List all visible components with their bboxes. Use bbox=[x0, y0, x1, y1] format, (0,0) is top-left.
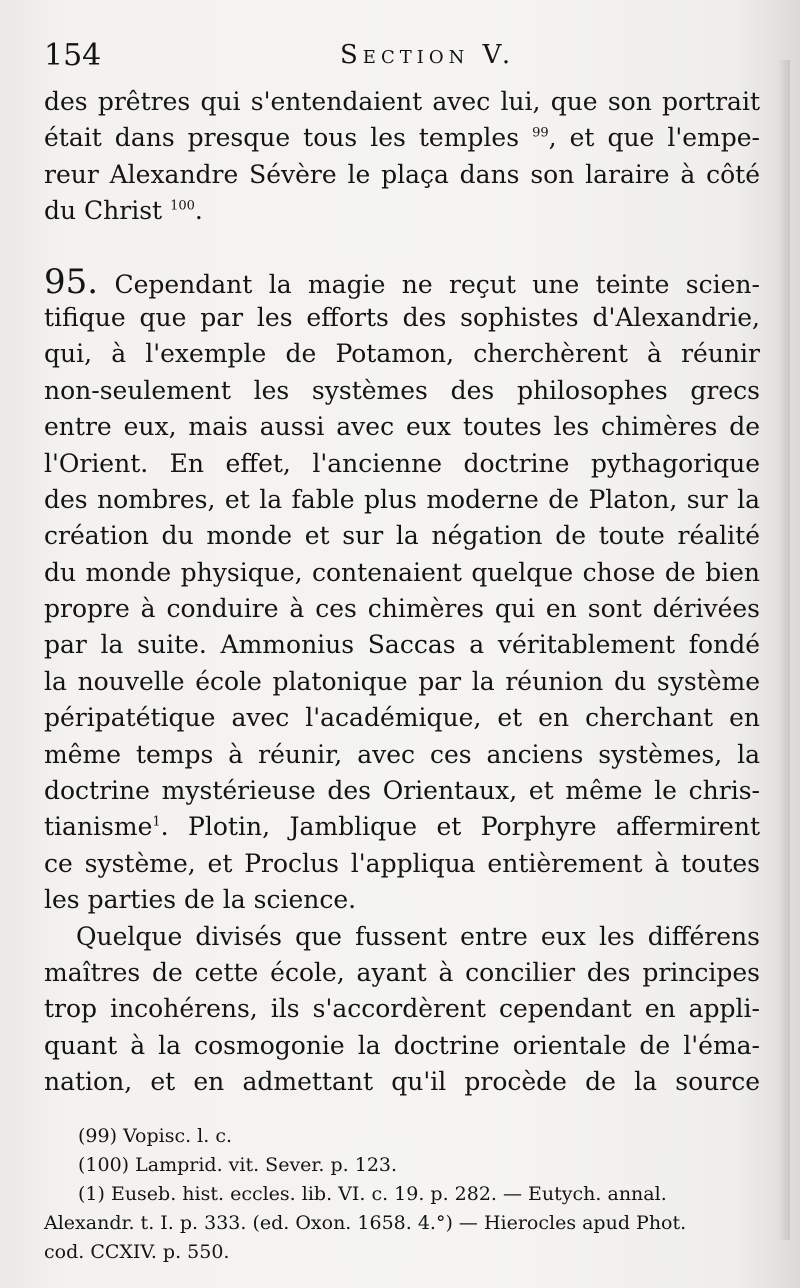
text-line: la nouvelle école platonique par la réunion du système bbox=[44, 666, 760, 696]
text-line: du monde physique, contenaient quelque chose de bien bbox=[44, 557, 760, 587]
text-line: qui, à l'exemple de Potamon, cherchèrent à réunir bbox=[44, 339, 760, 369]
text-line: quant à la cosmogonie la doctrine orientale de l'éma- bbox=[44, 1030, 760, 1060]
text-line: même temps à réunir, avec ces anciens systèmes, la bbox=[44, 739, 760, 769]
text-line: tifique que par les efforts des sophistes d'Alexandrie, bbox=[44, 302, 760, 332]
text-line: du Christ $^{100}$. bbox=[44, 196, 203, 226]
text-line: propre à conduire à ces chimères qui en sont dérivées bbox=[44, 594, 760, 624]
footnote-1-cont: Alexandr. t. I. p. 333. (ed. Oxon. 1658. 4.°) — Hierocles apud Phot. bbox=[44, 1212, 687, 1234]
text-line: l'Orient. En effet, l'ancienne doctrine pythagorique bbox=[44, 448, 760, 478]
text-line: doctrine mystérieuse des Orientaux, et même le chris- bbox=[44, 776, 760, 806]
footnotes bbox=[44, 1122, 764, 1267]
paragraph-95-first-line: 95. Cependant la magie ne reçut une teinte scien- bbox=[44, 261, 760, 302]
text-line: des prêtres qui s'entendaient avec lui, que son portrait bbox=[44, 87, 760, 116]
footnote-1-cont: cod. CCXIV. p. 550. bbox=[44, 1241, 230, 1263]
text-line: par la suite. Ammonius Saccas a véritablement fondé bbox=[44, 630, 760, 660]
text-line: non-seulement les systèmes des philosophes grecs bbox=[44, 375, 760, 405]
text-line: trop incohérens, ils s'accordèrent cependant en appli- bbox=[44, 994, 760, 1024]
text-line: maîtres de cette école, ayant à concilier des principes bbox=[44, 957, 760, 987]
text-line: Quelque divisés que fussent entre eux les différens bbox=[76, 921, 760, 951]
paragraph-number: 95. bbox=[44, 261, 99, 302]
page-gutter-shadow bbox=[778, 60, 790, 1240]
text-line: des nombres, et la fable plus moderne de Platon, sur la bbox=[44, 484, 760, 514]
text-line: reur Alexandre Sévère le plaça dans son laraire à côté bbox=[44, 159, 760, 189]
text-line: ce système, et Proclus l'appliqua entièrement à toutes bbox=[44, 848, 760, 878]
running-title: Section V. bbox=[340, 40, 516, 70]
text-line: entre eux, mais aussi avec eux toutes les chimères de bbox=[44, 412, 760, 442]
footnote-100: (100) Lamprid. vit. Sever. p. 123. bbox=[78, 1154, 398, 1176]
page-number: 154 bbox=[44, 38, 102, 73]
footnote-ref-100: 100 bbox=[170, 198, 195, 214]
footnote-1: (1) Euseb. hist. eccles. lib. VI. c. 19. p. 282. — Eutych. annal. bbox=[78, 1183, 667, 1205]
footnote-ref-99: 99 bbox=[532, 126, 549, 142]
text-line: péripatétique avec l'académique, et en cherchant en bbox=[44, 703, 760, 733]
footnote-ref-1: 1 bbox=[152, 815, 161, 831]
page-header bbox=[44, 38, 764, 78]
text-line: les parties de la science. bbox=[44, 885, 357, 915]
page-body bbox=[44, 84, 760, 1101]
text-line: tianisme$^1$. Plotin, Jamblique et Porphyre affermirent bbox=[44, 812, 760, 842]
text-line: était dans presque tous les temples $^{99}$, et que l'empe- bbox=[44, 123, 760, 153]
footnote-99: (99) Vopisc. l. c. bbox=[78, 1125, 233, 1147]
text-line: création du monde et sur la négation de toute réalité bbox=[44, 521, 760, 551]
text-line: nation, et en admettant qu'il procède de la source bbox=[44, 1067, 760, 1097]
